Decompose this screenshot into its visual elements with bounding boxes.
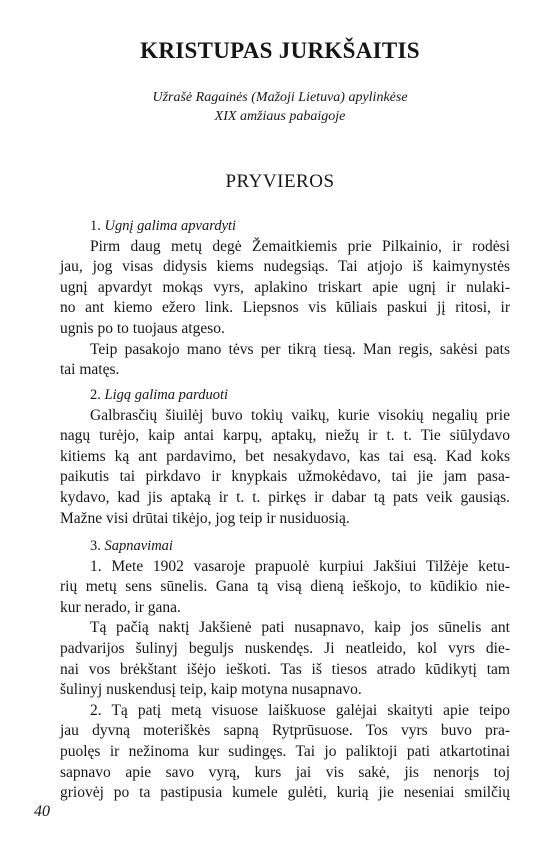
text-line: kur nerado, ir gana. (60, 598, 181, 616)
entry-number: 3. (90, 538, 101, 554)
section-title: PRYVIEROS (225, 171, 335, 192)
entry-number: 1. (90, 218, 101, 234)
text-line: šulinyj nuskendusį teip, kaip motyna nusapnavo. (60, 681, 362, 699)
collection-note-line-1: Užrašė Ragainės (Mažoji Lietuva) apylinkėse (152, 90, 408, 105)
collection-note (0, 88, 560, 126)
text-line: sapnavo apie savo vyrą, kurs jai vis sakė, jis nenorįs toj (60, 763, 510, 781)
text-line: nagų turėjo, kaip antai karpų, aptakų, niežų ir t. t. Tie siūlydavo (60, 427, 510, 445)
text-line: no ant kiemo ežero link. Liepsnos vis kūliais paskui jį ritosi, ir (60, 299, 510, 317)
text-line: kitiems ką ant pardavimo, bet nesakydavo, kas tai esą. Kad koks (60, 447, 510, 465)
entry-heading (60, 216, 510, 237)
text-line: ugnį apvardyt mokąs vyrs, aplakino triskart apie ugnį ir nulaki- (60, 278, 510, 296)
text-line: 2. Tą patį metą visuose laiškuose galėjai skaityti apie teipo (90, 701, 510, 719)
text-line: 1. Mete 1902 vasaroje prapuolė kurpiui Jakšiui Tilžėje ketu- (90, 557, 510, 575)
text-line: ugnis po to tuojaus atgeso. (60, 319, 225, 337)
entry-1 (60, 216, 510, 381)
text-line: kydavo, kad jis aptaką ir t. t. pirkęs ir dabar tą pats veik gausiąs. (60, 488, 510, 506)
text-line: Pirm daug metų degė Žemaitkiemis prie Pilkainio, ir rodėsi (90, 237, 510, 255)
text-line: jau dyvną moteriškės sapną Rytprūsuose. Tos vyrs buvo pra- (60, 722, 510, 740)
text-line: paikutis tai pirkdavo ir knypkais užmokėdavo, tai jie jam pasa- (60, 468, 510, 486)
text-line: puolęs ir nežinoma kur sudingęs. Tai jo paliktoji pati atkartotinai (60, 742, 510, 760)
entry-heading (60, 385, 510, 406)
entry-number: 2. (90, 387, 101, 403)
text-line: rių metų sens sūnelis. Gana tą visą dieną ieškojo, to kūdikio nie- (60, 578, 510, 596)
text-line: griovėj po ta pastipusia kumele gulėti, kurią jie neseniai smilčių (60, 784, 510, 802)
author-heading: KRISTUPAS JURKŠAITIS (140, 38, 420, 63)
entry-title: Ugnį galima apvardyti (104, 218, 237, 234)
text-line: Mažne visi drūtai tikėjo, jog teip ir nusiduosią. (60, 509, 350, 527)
text-line: jau, jog visas didysis kiems nudegsiąs. Tai atjojo iš kaimynystės (60, 258, 510, 276)
entry-title: Sapnavimai (104, 538, 173, 554)
text-line: Galbrasčių šiuilėj buvo tokių vaikų, kurie visokių negalių prie (90, 406, 510, 424)
text-line: Teip pasakojo mano tėvs per tikrą tiesą. Man regis, sakėsi pats (90, 340, 510, 358)
text-line: tai matęs. (60, 361, 120, 379)
entry-title: Ligą galima parduoti (104, 387, 229, 403)
text-line: nai vos brėkštant išėjo ieškoti. Tas iš tiesos atrado kūdikytį tam (60, 660, 510, 678)
collection-note-line-2: XIX amžiaus pabaigoje (214, 109, 346, 124)
entry-3 (60, 536, 510, 804)
text-line: Tą pačią naktį Jakšienė pati nusapnavo, kaip jos sūnelis ant (90, 619, 510, 637)
text-line: padvarijos šulinyj beguljs nuskendęs. Ji neatleido, kol vyrs die- (60, 639, 510, 657)
entry-heading (60, 536, 510, 557)
page-number: 40 (34, 803, 50, 820)
entry-2 (60, 385, 510, 529)
